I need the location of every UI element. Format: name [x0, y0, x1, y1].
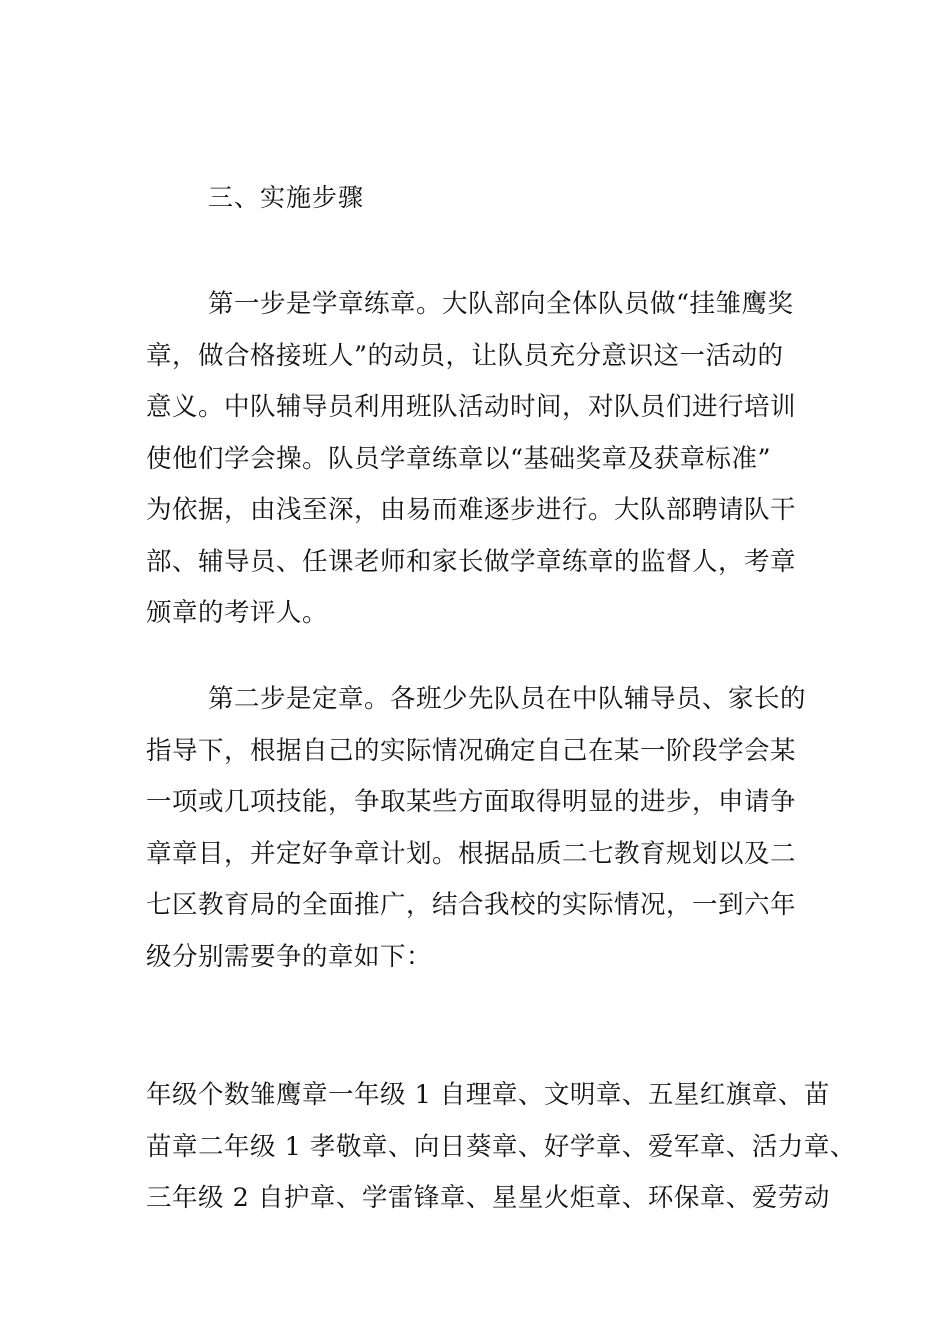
text-line: 章章目，并定好争章计划。根据品质二七教育规划以及二 — [146, 838, 797, 869]
text-line: 第一步是学章练章。大队部向全体队员做“挂雏鹰奖 — [208, 289, 794, 319]
text-line: 苗章二年级 1 孝敬章、向日葵章、好学章、爱军章、活力章、 — [146, 1131, 856, 1162]
text-line: 指导下，根据自己的实际情况确定自己在某一阶段学会某 — [146, 735, 797, 766]
section-heading: 三、实施步骤 — [208, 183, 365, 212]
text-line: 第二步是定章。各班少先队员在中队辅导员、家长的 — [208, 684, 807, 714]
text-line: 年级个数雏鹰章一年级 1 自理章、文明章、五星红旗章、苗 — [146, 1080, 830, 1110]
text-line: 三年级 2 自护章、学雷锋章、星星火炬章、环保章、爱劳动 — [146, 1183, 830, 1213]
text-line: 章，做合格接班人”的动员，让队员充分意识这一活动的 — [146, 340, 784, 371]
text-line: 为依据，由浅至深，由易而难逐步进行。大队部聘请队干 — [146, 495, 797, 525]
text-line: 七区教育局的全面推广，结合我校的实际情况，一到六年 — [146, 890, 797, 920]
paragraph-step-two — [146, 674, 826, 983]
text-line: 级分别需要争的章如下： — [146, 941, 433, 972]
paragraph-step-one — [146, 279, 826, 640]
text-line: 意义。中队辅导员利用班队活动时间，对队员们进行培训 — [146, 392, 797, 422]
text-line: 颁章的考评人。 — [146, 598, 329, 628]
paragraph-badge-list — [146, 1070, 856, 1225]
text-line: 部、辅导员、任课老师和家长做学章练章的监督人，考章 — [146, 546, 797, 577]
text-line: 使他们学会操。队员学章练章以“基础奖章及获章标准” — [146, 443, 772, 474]
text-line: 一项或几项技能，争取某些方面取得明显的进步，申请争 — [146, 787, 797, 817]
